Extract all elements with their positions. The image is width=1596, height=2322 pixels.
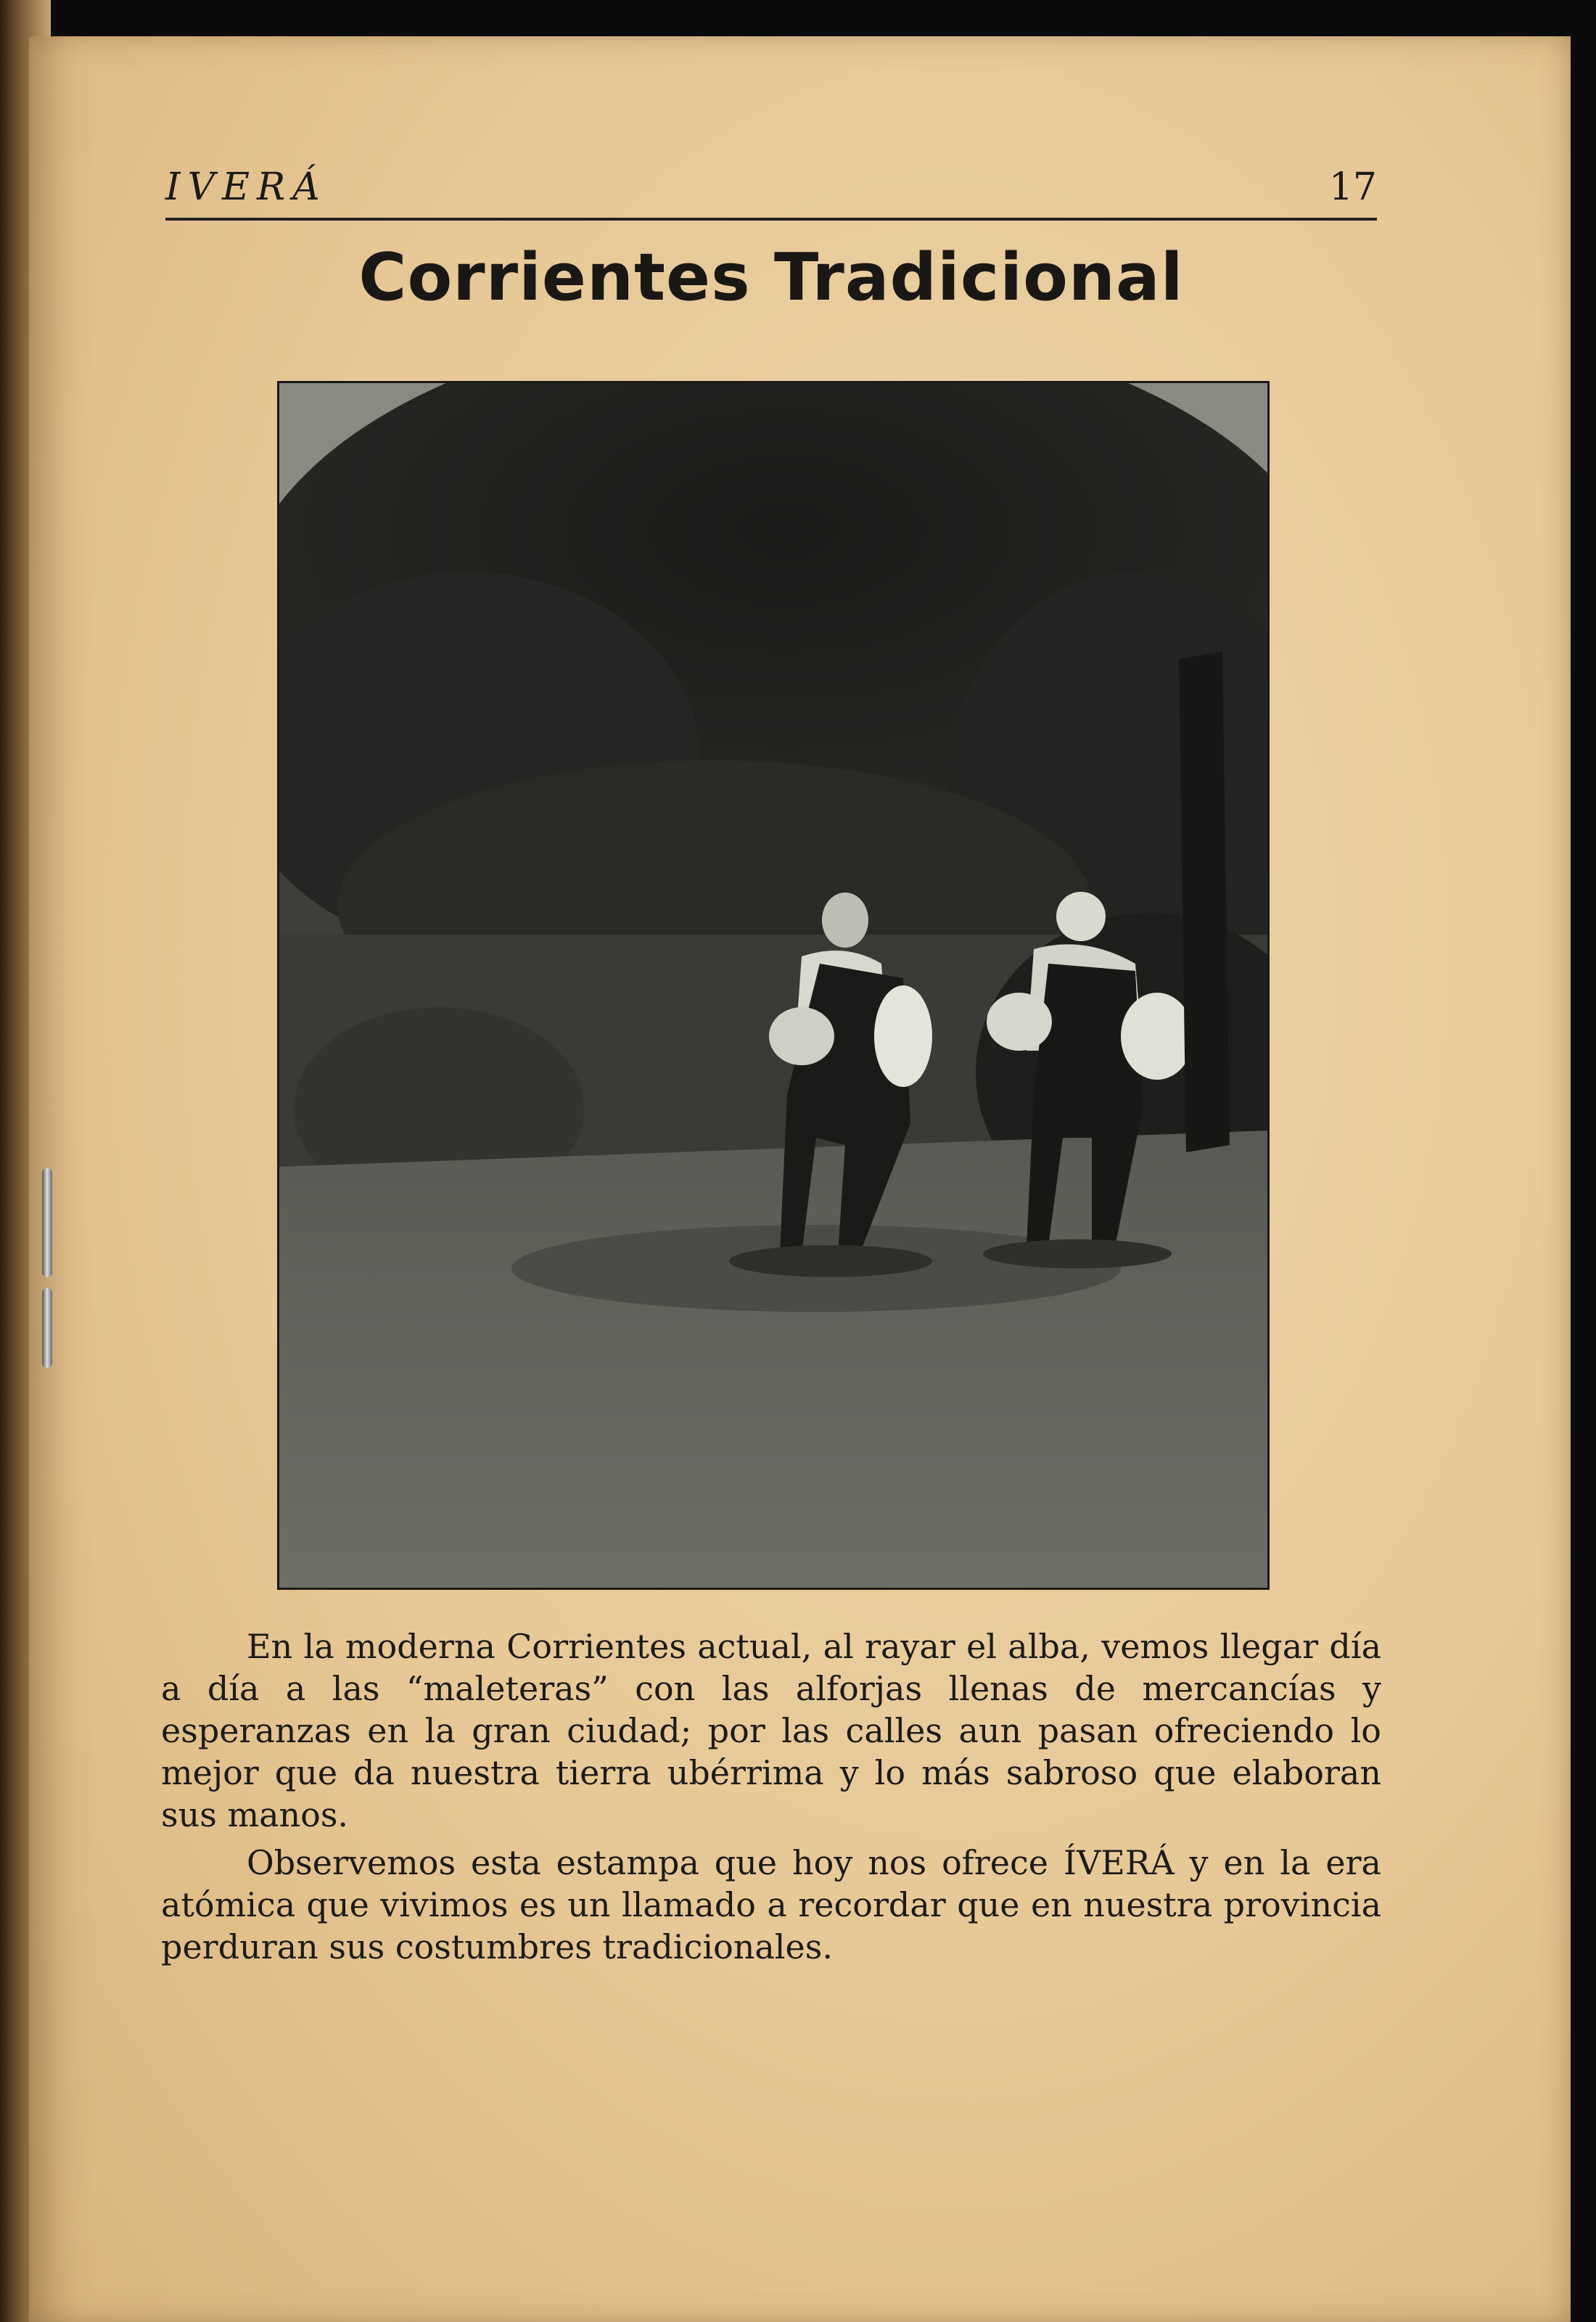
body-paragraph-2: Observemos esta estampa que hoy nos ofrece ÍVERÁ y en la era atómica que vivimos es un llamado a recordar que en nuestra provincia perduran sus costumbres tradicionales. (161, 1843, 1381, 1966)
body-paragraph-1: En la moderna Corrientes actual, al rayar el alba, vemos llegar día a día a las “maleteras” con las alforjas llenas de mercancías y esperanzas en la gran ciudad; por las calles aun pasan ofreciendo lo mejor que da nuestra tierra ubérrima y lo más sabroso que elaboran sus manos. (161, 1627, 1381, 1834)
staple-icon (42, 1288, 52, 1368)
staple-icon (42, 1168, 52, 1277)
page-number: 17 (1328, 165, 1377, 209)
photograph-riders-under-trees (277, 381, 1270, 1590)
page-header (165, 152, 1377, 221)
article-title: Corrientes Tradicional (358, 239, 1184, 316)
running-title: IVERÁ (165, 165, 327, 209)
article-body (161, 1625, 1381, 1974)
